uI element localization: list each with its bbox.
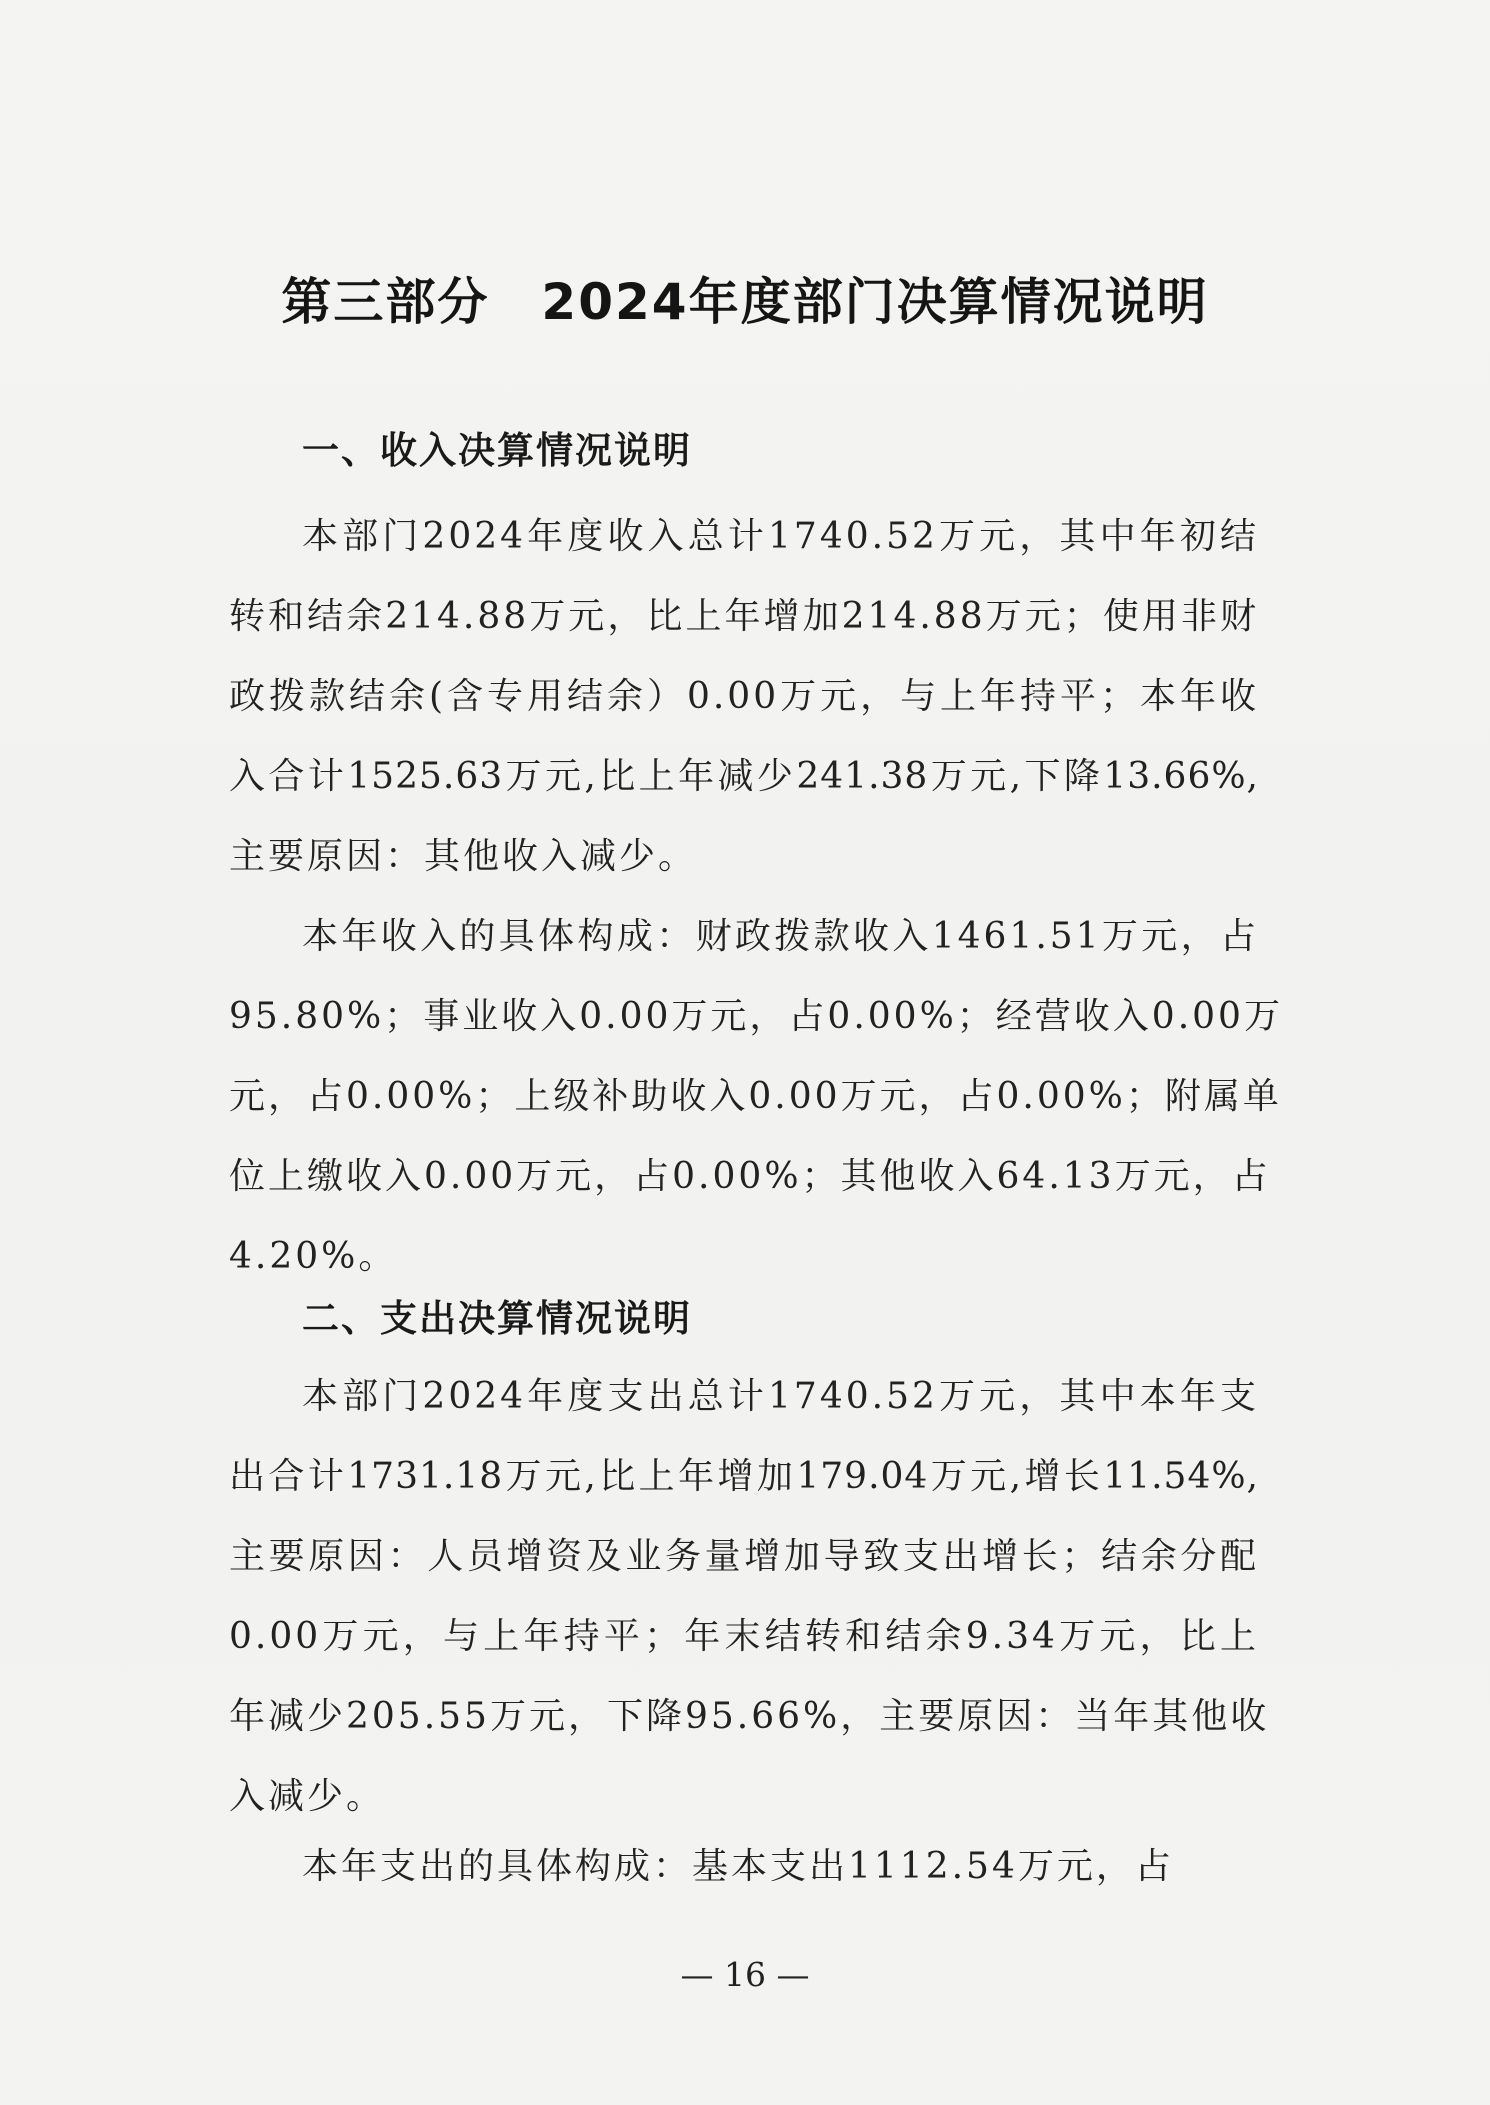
page-number: — 16 — <box>680 1955 810 1994</box>
income-para2-line4: 位上缴收入0.00万元，占0.00%；其他收入64.13万元，占 <box>229 1156 1271 1197</box>
expenditure-para1-line1: 本部门2024年度支出总计1740.52万元，其中本年支 <box>302 1376 1259 1417</box>
income-para1-line4: 入合计1525.63万元,比上年减少241.38万元,下降13.66%, <box>229 756 1259 797</box>
expenditure-para1-line3: 主要原因：人员增资及业务量增加导致支出增长；结余分配 <box>229 1536 1259 1577</box>
income-para1-line3: 政拨款结余(含专用结余）0.00万元，与上年持平；本年收 <box>229 676 1259 717</box>
expenditure-para1-line6: 入减少。 <box>229 1776 386 1817</box>
income-para2-line1: 本年收入的具体构成：财政拨款收入1461.51万元，占 <box>302 916 1259 957</box>
section-heading-expenditure: 二、支出决算情况说明 <box>302 1297 692 1340</box>
expenditure-para1-line4: 0.00万元，与上年持平；年末结转和结余9.34万元，比上 <box>229 1616 1259 1657</box>
income-para2-line3: 元，占0.00%；上级补助收入0.00万元，占0.00%；附属单 <box>229 1076 1282 1117</box>
income-para1-line2: 转和结余214.88万元，比上年增加214.88万元；使用非财 <box>229 596 1259 637</box>
document-title: 第三部分 2024年度部门决算情况说明 <box>281 273 1209 331</box>
section-heading-income: 一、收入决算情况说明 <box>302 429 692 472</box>
expenditure-para1-line5: 年减少205.55万元，下降95.66%，主要原因：当年其他收 <box>229 1696 1270 1737</box>
income-para2-line5: 4.20%。 <box>229 1236 398 1277</box>
expenditure-para2-line1: 本年支出的具体构成：基本支出1112.54万元，占 <box>302 1846 1174 1887</box>
income-para1-line5: 主要原因：其他收入减少。 <box>229 836 698 877</box>
expenditure-para1-line2: 出合计1731.18万元,比上年增加179.04万元,增长11.54%, <box>229 1456 1259 1497</box>
income-para1-line1: 本部门2024年度收入总计1740.52万元，其中年初结 <box>302 516 1259 557</box>
income-para2-line2: 95.80%；事业收入0.00万元，占0.00%；经营收入0.00万 <box>229 996 1283 1037</box>
